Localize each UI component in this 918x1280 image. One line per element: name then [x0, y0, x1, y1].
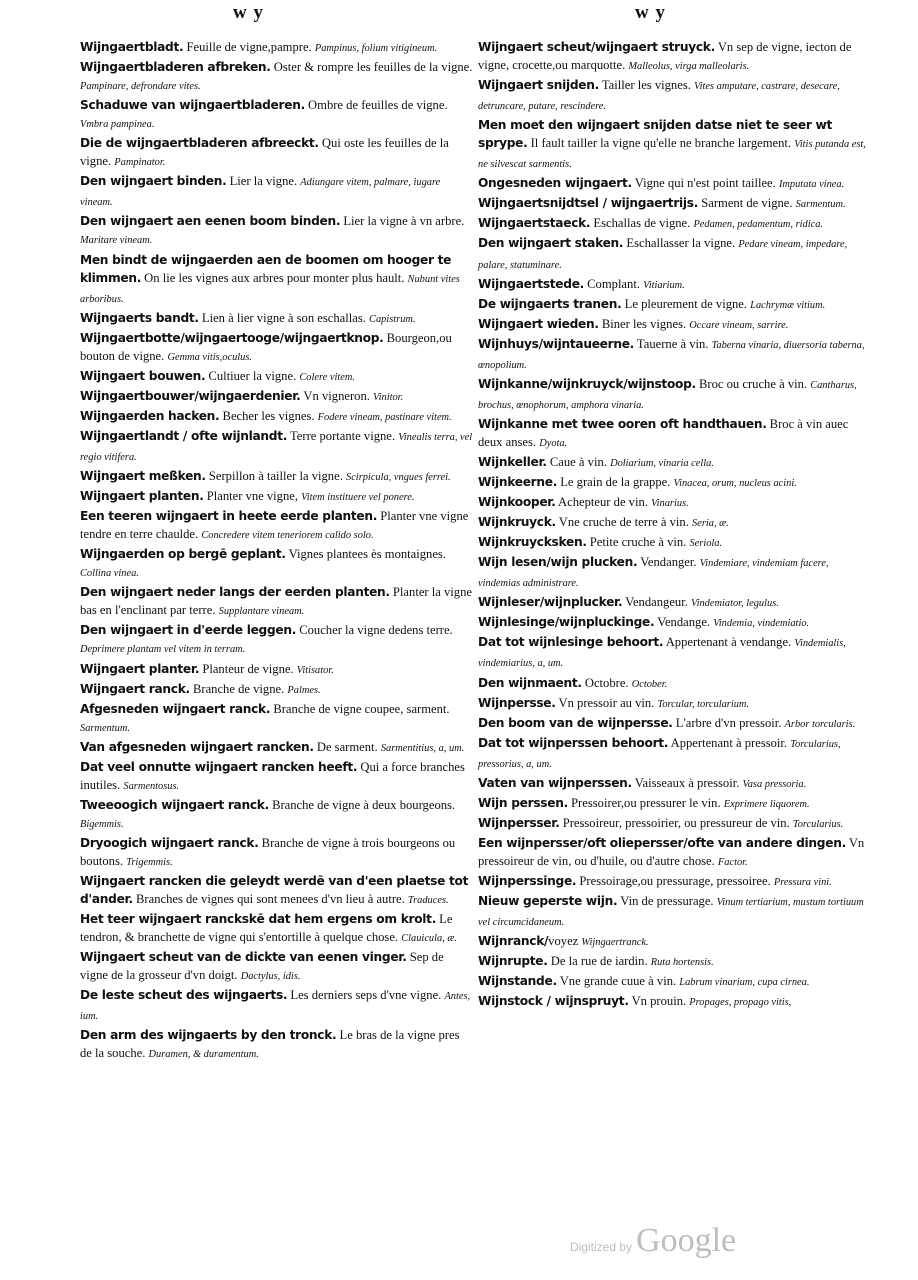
entry-headword: Tweeoogich wijngaert ranck. [80, 797, 269, 812]
entry-french: Broc ou cruche à vin. [695, 376, 811, 391]
entry-french: Branche de vigne à deux bourgeons. [268, 797, 456, 812]
entry-french: Vne grande cuue à vin. [556, 974, 680, 989]
entry-latin: Vindemiator, legulus. [691, 598, 779, 610]
entry-latin: Sarmentitius, a, um. [380, 742, 465, 754]
dictionary-entry [478, 375, 871, 415]
entry-french: Feuille de vigne,pampre. [183, 40, 315, 54]
entry-french: Lier la vigne. [226, 174, 301, 189]
entry-french: Le tendron, & branchette de vigne qui s'entortille à quelque chose. [80, 912, 453, 945]
dictionary-entry [80, 986, 473, 1026]
dictionary-entry [478, 872, 871, 892]
entry-french: Broc à vin auec deux anses. [478, 416, 849, 449]
entry-headword: Wijnkruyck. [478, 515, 556, 530]
entry-french: Vendanger. [637, 555, 700, 570]
watermark-prefix: Digitized by [570, 1240, 633, 1254]
dictionary-entry [478, 952, 871, 972]
dictionary-entry [80, 738, 473, 758]
entry-latin: Vindemialis, vindemiarius, a, um. [478, 638, 846, 670]
dictionary-entry [80, 948, 473, 986]
entry-headword: Wijngaertlandt / ofte wijnlandt. [80, 428, 288, 443]
dictionary-entry [478, 76, 871, 116]
entry-french: Qui oste les feuilles de la vigne. [80, 136, 449, 169]
entry-french: Coucher la vigne dedens terre. [296, 623, 453, 638]
dictionary-entry [478, 633, 871, 673]
entry-french: Becher les vignes. [219, 408, 318, 423]
dictionary-entry [478, 992, 871, 1012]
entry-french: Vn sep de vigne, iecton de vigne, crocette,ou marquotte. [478, 40, 852, 73]
entry-latin: Traduces. [407, 895, 449, 907]
entry-headword: Wijngaertbotte/wijngaertooge/wijngaertknop. [80, 330, 384, 345]
entry-latin: Scirpicula, vngues ferrei. [346, 472, 451, 484]
entry-headword: Een teeren wijngaert in heete eerde planten. [80, 509, 378, 524]
entry-french: Planter la vigne bas en l'enclinant par terre. [80, 585, 472, 618]
entry-french: Sarment de vigne. [698, 196, 796, 211]
google-logo: Google [636, 1222, 737, 1259]
entry-french: Le grain de la grappe. [557, 475, 674, 490]
dictionary-entry [80, 367, 473, 387]
entry-french: Vaisseaux à pressoir. [631, 775, 743, 790]
entry-headword: Wijngaerden hacken. [80, 408, 220, 423]
dictionary-entry [478, 116, 871, 174]
dictionary-entry [478, 714, 871, 734]
entry-french: Octobre. [581, 675, 632, 690]
dictionary-entry [80, 545, 473, 583]
entry-latin: Nubunt vites arboribus. [80, 273, 460, 305]
entry-headword: Wijngaerts bandt. [80, 310, 199, 325]
entry-headword: Wijngaert meßken. [80, 469, 206, 484]
entry-latin: Arbor torcularis. [784, 718, 856, 730]
entry-latin: Supplantare vineam. [218, 606, 305, 618]
running-header-right: w y [635, 2, 666, 23]
entry-headword: Wijnkruycksken. [478, 535, 587, 550]
dictionary-entry [478, 674, 871, 694]
entry-headword: Wijnhuys/wijntaueerne. [478, 336, 635, 351]
entry-latin: Duramen, & duramentum. [148, 1049, 259, 1061]
entry-latin: Labrum vinarium, cupa cirnea. [679, 977, 810, 989]
entry-french: Le bras de la vigne pres de la souche. [80, 1028, 460, 1061]
entry-french: Pressoireur, pressoirier, ou pressureur de vin. [559, 815, 793, 830]
dictionary-entry [80, 834, 473, 872]
entry-french: L'arbre d'vn pressoir. [672, 715, 785, 730]
entry-latin: Sarmentum. [795, 199, 846, 211]
entry-latin: Vindemia, vindemiatio. [713, 618, 810, 630]
entry-headword: Wijngaert rancken die geleydt werdē van d'een plaetse tot d'ander. [80, 874, 469, 907]
entry-french: Vn pressoireur de vin, ou d'huile, ou d'autre chose. [478, 835, 865, 868]
entry-latin: Vitis putanda est, ne silvescat sarmentis. [478, 139, 866, 171]
entry-latin: Palmes. [287, 684, 321, 696]
entry-latin: Concredere vitem teneriorem calido solo. [201, 530, 374, 542]
dictionary-column-right [478, 38, 871, 1012]
entry-headword: Men moet den wijngaert snijden datse niet te seer wt sprype. [478, 118, 832, 151]
entry-latin: Trigemmis. [126, 856, 173, 868]
entry-headword: Wijnstande. [478, 974, 557, 989]
dictionary-entry [478, 194, 871, 214]
entry-french: Pressoirer,ou pressurer le vin. [567, 795, 724, 810]
dictionary-entry [80, 583, 473, 621]
entry-latin: Gemma vitis,oculus. [167, 351, 253, 363]
entry-latin: Bigemmis. [80, 818, 124, 830]
dictionary-entry [80, 212, 473, 250]
dictionary-entry [478, 814, 871, 834]
entry-headword: Den boom van de wijnpersse. [478, 715, 673, 730]
entry-headword: Wijngaertstede. [478, 276, 584, 291]
entry-latin: Vinum tertiarium, mustum tortiuum vel circumcidaneum. [478, 897, 864, 929]
running-header-left: w y [233, 2, 264, 23]
entry-latin: Vinarius. [651, 498, 689, 510]
dictionary-entry [478, 174, 871, 194]
entry-headword: Den wijngaert in d'eerde leggen. [80, 623, 297, 638]
dictionary-entry [80, 134, 473, 172]
entry-headword: Afgesneden wijngaert ranck. [80, 701, 271, 716]
entry-french: Tauerne à vin. [634, 336, 712, 351]
dictionary-entry [478, 493, 871, 513]
entry-headword: Dryoogich wijngaert ranck. [80, 835, 259, 850]
entry-headword: Wijn perssen. [478, 795, 568, 810]
entry-french: Vin de pressurage. [617, 894, 717, 909]
entry-latin: Clauicula, æ. [401, 933, 457, 945]
entry-latin: Seria, æ. [692, 518, 729, 530]
entry-headword: Nieuw geperste wijn. [478, 894, 618, 909]
dictionary-entry [478, 453, 871, 473]
entry-latin: Doliarium, vinaria cella. [610, 457, 714, 469]
entry-latin: Taberna vinaria, diuersoria taberna, œnopolium. [478, 339, 865, 371]
entry-french: De sarment. [313, 739, 381, 754]
entry-headword: Wijnpersse. [478, 695, 556, 710]
entry-french: Tailler les vignes. [598, 78, 695, 93]
dictionary-column-left [80, 38, 473, 1064]
dictionary-entry [478, 415, 871, 453]
entry-french: Eschallas de vigne. [590, 216, 694, 231]
entry-latin: Vinealis terra, vel regio vitifera. [80, 431, 473, 463]
entry-french: Complant. [584, 276, 644, 291]
entry-headword: Wijnkanne met twee ooren oft handthauen. [478, 416, 767, 431]
dictionary-entry [478, 972, 871, 992]
entry-headword: Wijnkeerne. [478, 475, 558, 490]
entry-latin: Wijngaertranck. [581, 937, 649, 949]
entry-headword: Wijngaert planter. [80, 661, 200, 676]
dictionary-entry [80, 172, 473, 212]
dictionary-entry [80, 660, 473, 680]
entry-french: Biner les vignes. [598, 316, 690, 331]
entry-headword: Wijnlesinge/wijnpluckinge. [478, 615, 655, 630]
dictionary-entry [478, 734, 871, 774]
entry-latin: Exprimere liquorem. [723, 798, 810, 810]
entry-latin: Colere vitem. [299, 371, 355, 383]
entry-latin: Dactylus, idis. [240, 971, 301, 983]
entry-latin: Torcular, torcularium. [657, 698, 750, 710]
entry-french: Vignes plantees ès montaignes. [285, 547, 446, 562]
dictionary-entry [478, 932, 871, 952]
dictionary-entry [80, 309, 473, 329]
entry-headword: Wijngaert scheut/wijngaert struyck. [478, 40, 715, 54]
dictionary-entry [478, 275, 871, 295]
dictionary-entry [478, 774, 871, 794]
entry-headword: Schaduwe van wijngaertbladeren. [80, 98, 305, 113]
entry-french: Cultiuer la vigne. [205, 368, 300, 383]
dictionary-entry [478, 295, 871, 315]
dictionary-entry [80, 96, 473, 134]
entry-latin: Deprimere plantam vel vitem in terram. [80, 644, 246, 656]
dictionary-entry [478, 214, 871, 234]
entry-headword: Wijnrupte. [478, 954, 548, 969]
entry-headword: Wijngaert planten. [80, 489, 204, 504]
dictionary-entry [478, 794, 871, 814]
entry-headword: Den wijngaert neder langs der eerden planten. [80, 585, 390, 600]
entry-french: Planteur de vigne. [199, 661, 297, 676]
dictionary-entry [80, 487, 473, 507]
dictionary-entry [478, 38, 871, 76]
entry-french: De la rue de iardin. [547, 954, 651, 969]
entry-latin: Vitiarium. [643, 279, 685, 291]
entry-latin: Vitisator. [296, 664, 334, 676]
dictionary-entry [80, 38, 473, 58]
entry-headword: Wijngaert wieden. [478, 316, 599, 331]
entry-latin: Pedamen, pedamentum, ridica. [693, 219, 824, 231]
entry-french: Appertenant à vendange. [663, 635, 795, 650]
entry-latin: Dyota. [539, 437, 568, 449]
entry-headword: Wijngaertbouwer/wijngaerdenier. [80, 388, 301, 403]
entry-headword: Wijngaertbladeren afbreken. [80, 60, 271, 75]
entry-latin: Torcularius, pressorius, a, um. [478, 738, 841, 770]
entry-latin: Pampinare, defrondare vites. [80, 81, 201, 93]
dictionary-entry [478, 892, 871, 932]
dictionary-entry [80, 507, 473, 545]
entry-headword: Den wijngaert staken. [478, 236, 624, 251]
dictionary-entry [80, 1026, 473, 1064]
entry-headword: Den wijnmaent. [478, 675, 582, 690]
dictionary-entry [80, 796, 473, 834]
entry-latin: Sarmentosus. [123, 780, 180, 792]
entry-headword: Wijngaerden op bergē geplant. [80, 547, 286, 562]
entry-french: Branches de vignes qui sont menees d'vn lieu à autre. [132, 892, 408, 907]
entry-french: Les derniers seps d'vne vigne. [287, 988, 445, 1003]
entry-latin: Factor. [717, 856, 748, 868]
entry-headword: Wijn lesen/wijn plucken. [478, 555, 638, 570]
entry-french: Le pleurement de vigne. [621, 296, 751, 311]
entry-french: Petite cruche à vin. [586, 535, 690, 550]
entry-headword: Wijngaert ranck. [80, 681, 190, 696]
entry-french: Bourgeon,ou bouton de vigne. [80, 330, 452, 363]
entry-french: Vn pressoir au vin. [555, 695, 658, 710]
entry-headword: Den wijngaert binden. [80, 174, 227, 189]
entry-headword: Ongesneden wijngaert. [478, 176, 632, 191]
entry-latin: Vinacea, orum, nucleus acini. [673, 478, 797, 490]
dictionary-entry [80, 407, 473, 427]
dictionary-entry [80, 467, 473, 487]
dictionary-entry [80, 427, 473, 467]
entry-latin: Pressura vini. [773, 876, 832, 888]
entry-french: Branche de vigne. [189, 681, 288, 696]
entry-french: Oster & rompre les feuilles de la vigne. [270, 60, 473, 75]
entry-headword: Wijnranck/ [478, 934, 549, 949]
entry-latin: Propages, propago vitis, [689, 997, 792, 1009]
entry-french: Qui a force branches inutiles. [80, 759, 465, 792]
entry-headword: Dat veel onnutte wijngaert rancken heeft. [80, 759, 358, 774]
entry-latin: Maritare vineam. [80, 235, 153, 247]
entry-headword: Die de wijngaertbladeren afbreeckt. [80, 136, 319, 151]
entry-headword: Men bindt de wijngaerden aen de boomen om hooger te klimmen. [80, 252, 452, 285]
entry-headword: Wijnkanne/wijnkruyck/wijnstoop. [478, 376, 696, 391]
entry-french: Il fault tailler la vigne qu'elle ne branche largement. [527, 136, 795, 151]
entry-latin: Capistrum. [369, 313, 416, 325]
entry-latin: Torcularius. [792, 818, 844, 830]
entry-french: Lier la vigne à vn arbre. [340, 214, 465, 229]
entry-latin: Vites amputare, castrare, desecare, detruncare, putare, rescindere. [478, 81, 840, 113]
entry-latin: Vindemiare, vindemiam facere, vindemias administrare. [478, 558, 829, 590]
entry-headword: Dat tot wijnlesinge behoort. [478, 635, 664, 650]
entry-latin: Vmbra pampinea. [80, 119, 155, 131]
entry-headword: Wijngaertstaeck. [478, 216, 591, 231]
entry-french: Branche de vigne coupee, sarment. [270, 701, 450, 716]
entry-headword: De leste scheut des wijngaerts. [80, 988, 288, 1003]
entry-french: On lie les vignes aux arbres pour monter plus hault. [141, 270, 408, 285]
entry-french: Serpillon à tailler la vigne. [205, 469, 346, 484]
entry-latin: Sarmentum. [80, 722, 130, 734]
dictionary-entry [478, 533, 871, 553]
dictionary-entry [478, 553, 871, 593]
entry-french: Eschallasser la vigne. [623, 236, 739, 251]
entry-headword: Wijngaert bouwen. [80, 368, 206, 383]
entry-latin: Cantharus, brochus, œnophorum, amphora vinaria. [478, 379, 857, 411]
dictionary-entry [80, 251, 473, 309]
entry-french: Sep de vigne de la grosseur d'vn doigt. [80, 950, 444, 983]
entry-headword: Wijngaertbladt. [80, 40, 184, 54]
entry-latin: Antes, ium. [80, 991, 471, 1023]
entry-headword: Wijnperssinge. [478, 873, 577, 888]
dictionary-entry [478, 834, 871, 872]
entry-french: voyez [548, 934, 582, 949]
dictionary-entry [80, 621, 473, 659]
entry-latin: Ruta hortensis. [650, 957, 714, 969]
entry-french: Vn vigneron. [300, 388, 374, 403]
entry-french: Terre portante vigne. [287, 428, 399, 443]
entry-headword: Vaten van wijnperssen. [478, 775, 632, 790]
entry-headword: Dat tot wijnperssen behoort. [478, 735, 669, 750]
entry-latin: Vitem instituere vel ponere. [301, 492, 415, 504]
entry-french: Vigne qui n'est point taillee. [631, 176, 779, 191]
dictionary-entry [80, 329, 473, 367]
dictionary-entry [478, 335, 871, 375]
dictionary-entry [478, 613, 871, 633]
entry-latin: Imputata vinea. [778, 179, 845, 191]
entry-french: Vendangeur. [622, 595, 692, 610]
entry-latin: Malleolus, virga malleolaris. [628, 61, 750, 73]
dictionary-entry [478, 234, 871, 274]
entry-french: Branche de vigne à trois bourgeons ou boutons. [80, 835, 456, 868]
entry-french: Lien à lier vigne à son eschallas. [198, 310, 370, 325]
entry-latin: Pampinator. [114, 157, 166, 169]
entry-latin: Occare vineam, sarrire. [689, 319, 789, 331]
entry-french: Planter vne vigne tendre en terre chaulde. [80, 509, 469, 542]
entry-headword: Wijngaert snijden. [478, 78, 599, 93]
entry-latin: Collina vinea. [80, 568, 139, 580]
entry-french: Caue à vin. [546, 454, 611, 469]
entry-latin: Vasa pressoria. [742, 778, 807, 790]
entry-headword: Van afgesneden wijngaert rancken. [80, 739, 314, 754]
entry-french: Vn prouin. [628, 994, 690, 1009]
dictionary-entry [80, 58, 473, 96]
dictionary-entry [80, 910, 473, 948]
entry-latin: Fodere vineam, pastinare vitem. [317, 411, 452, 423]
entry-latin: October. [631, 678, 668, 690]
dictionary-entry [80, 700, 473, 738]
dictionary-entry [80, 680, 473, 700]
entry-headword: Den wijngaert aen eenen boom binden. [80, 214, 341, 229]
entry-headword: Wijngaert scheut van de dickte van eenen vinger. [80, 950, 407, 965]
entry-french: Achepteur de vin. [555, 495, 652, 510]
entry-headword: Wijnkooper. [478, 495, 556, 510]
dictionary-entry [478, 315, 871, 335]
entry-latin: Adiungare vitem, palmare, iugare vineam. [80, 177, 441, 209]
entry-french: Vne cruche de terre à vin. [555, 515, 693, 530]
entry-latin: Lachrymæ vitium. [750, 299, 826, 311]
entry-latin: Pedare vineam, impedare, palare, statuminare. [478, 239, 848, 271]
entry-headword: Het teer wijngaert ranckskē dat hem ergens om krolt. [80, 912, 437, 927]
entry-french: Ombre de feuilles de vigne. [304, 98, 448, 113]
dictionary-entry [80, 872, 473, 910]
dictionary-entry [80, 387, 473, 407]
entry-latin: Pampinus, folium vitigineum. [314, 43, 438, 54]
google-watermark [570, 1222, 736, 1260]
dictionary-entry [478, 694, 871, 714]
entry-french: Planter vne vigne, [203, 489, 302, 504]
entry-headword: Wijnpersser. [478, 815, 560, 830]
entry-headword: Wijnleser/wijnplucker. [478, 595, 623, 610]
entry-french: Appertenant à pressoir. [668, 735, 791, 750]
entry-headword: Wijnstock / wijnspruyt. [478, 994, 629, 1009]
entry-latin: Vinitor. [373, 391, 404, 403]
entry-french: Pressoirage,ou pressurage, pressoiree. [576, 873, 774, 888]
dictionary-entry [478, 473, 871, 493]
entry-headword: Een wijnpersser/oft oliepersser/ofte van andere dingen. [478, 835, 846, 850]
entry-latin: Seriola. [689, 538, 723, 550]
entry-headword: Den arm des wijngaerts by den tronck. [80, 1028, 337, 1043]
dictionary-entry [478, 513, 871, 533]
dictionary-entry [478, 593, 871, 613]
entry-headword: Wijnkeller. [478, 454, 547, 469]
entry-headword: Wijngaertsnijdtsel / wijngaertrijs. [478, 196, 699, 211]
dictionary-entry [80, 758, 473, 796]
entry-french: Vendange. [654, 615, 714, 630]
entry-headword: De wijngaerts tranen. [478, 296, 622, 311]
